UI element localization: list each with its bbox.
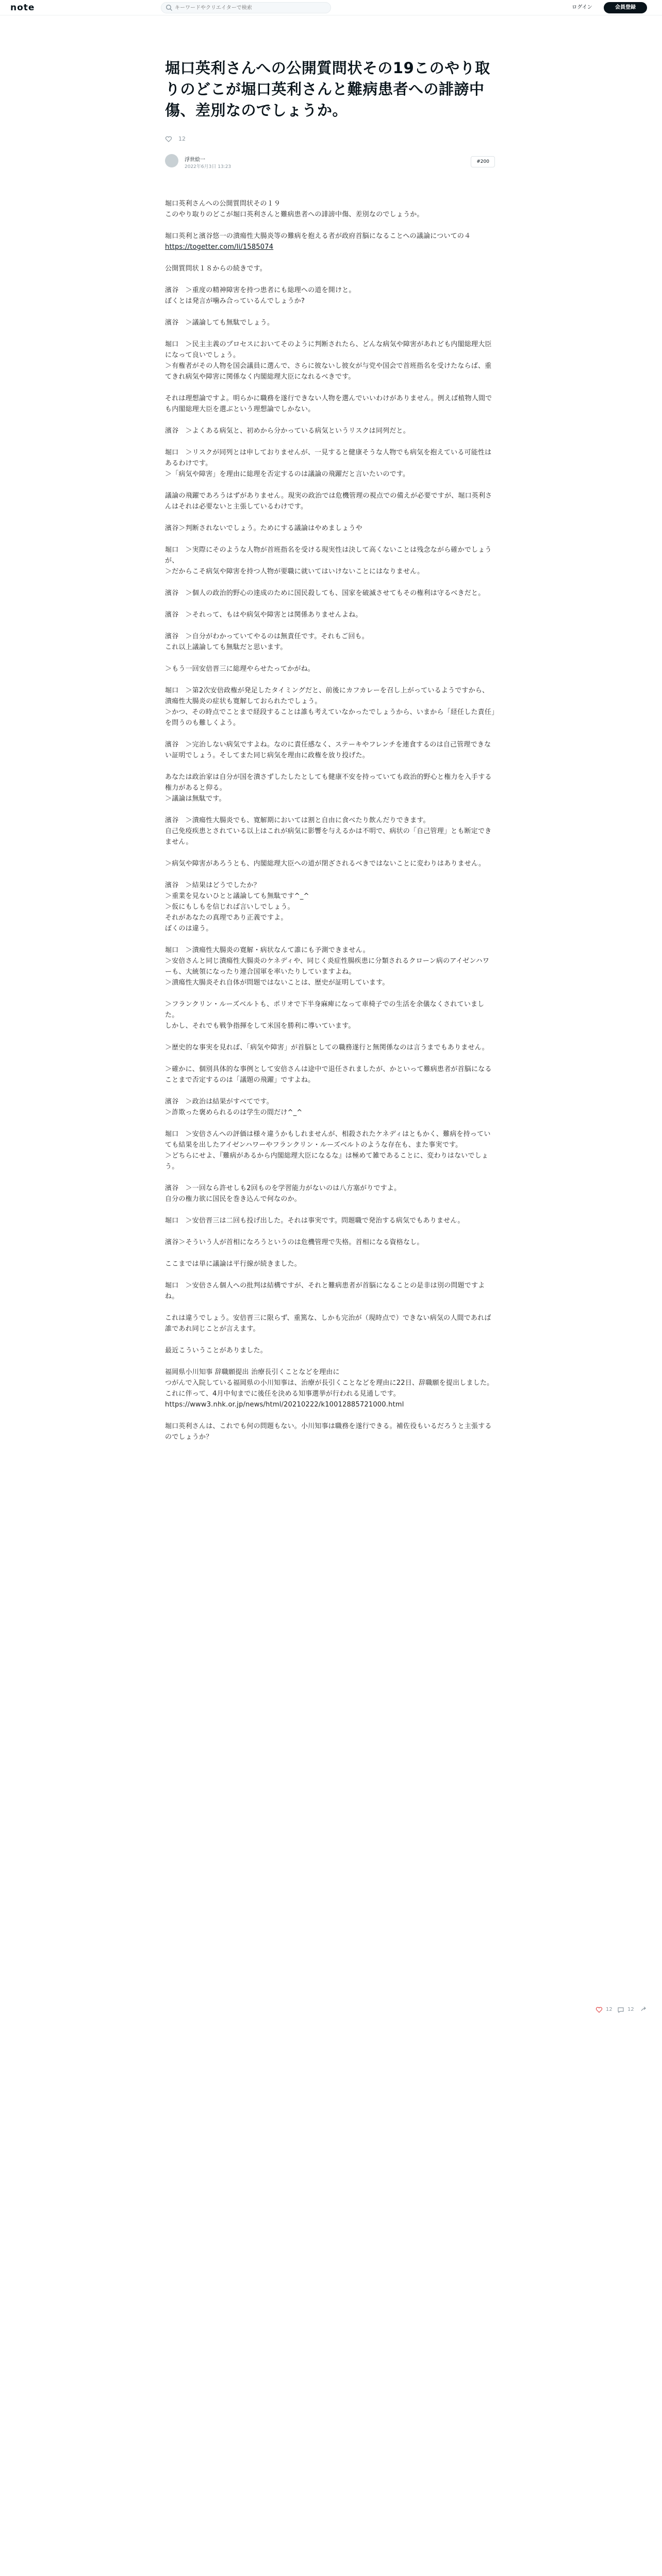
like-count: 12	[178, 135, 186, 142]
paragraph: 堀口 ＞第2次安倍政権が発足したタイミングだと、前後にカフカレーを召し上がっているようですから、潰瘍性大腸炎の症状も寛解しておられたでしょう。 ＞かつ、その時点でことまで経段することは誰も考えていなかったでしょうから、いまから「経任した責任」を問うのも難しくよう。	[165, 687, 495, 727]
comment-count: 12	[627, 2007, 634, 2012]
paragraph: 濱谷 ＞潰瘍性大腸炎でも、寛解期においては割と自由に食べたり飲んだりできます。 自己免疫疾患とされている以上はこれが病気に影響を与えるかは不明で、病状の「自己管理」とも断定できません。	[165, 817, 492, 846]
paragraph: 濱谷 ＞結果はどうでしたか？ ＞重業を見ないひとと議論しても無駄です^_^ ＞仮にもしもを信じれば言いしでしょう。 それがあなたの真理であり正義ですよ。 ぼくのは違う。	[165, 882, 309, 933]
search-input[interactable]	[175, 4, 327, 12]
paragraph: 濱谷 ＞それって、もはや病気や障害とは関係ありませんよね。	[165, 611, 362, 619]
paragraph: 堀口 ＞安倍晋三は二回も投げ出した。それは事実です。問題職で発治する病気でもありません。	[165, 1217, 465, 1225]
author-name[interactable]: 浮世絵一	[185, 157, 205, 163]
paragraph: ＞フランクリン・ルーズベルトも、ポリオで下半身麻痺になって車椅子での生活を余儀なくされていました。 しかし、それでも戦争指揮をして米国を勝利に導いています。	[165, 1001, 485, 1030]
search-box[interactable]	[161, 2, 331, 13]
paragraph: 公開質問状１８からの続きです。	[165, 265, 267, 273]
like-count: 12	[606, 2007, 613, 2012]
paragraph: 堀口 ＞民主主義のプロセスにおいてそのように判断されたら、どんな病気や障害があれども内閣総理大臣になって良いでしょう。 ＞有権者がその人物を国会議員に選んで、さらに彼ないし彼女が与党や国会で首班指名を受けたならば、重てきれ病気や障害に関係なく内閣総理大臣になれるべきです。	[165, 341, 492, 381]
comment-icon[interactable]	[617, 2006, 624, 2013]
paragraph: これは違うでしょう。安倍晋三に限らず、重篤な、しかも完治が（現時点で）できない病気の人間であれば誰であれ同じことが言えます。	[165, 1314, 491, 1333]
article	[165, 58, 495, 1453]
paragraph: 議論の飛躍であろうはずがありません。現実の政治では危機管理の視点での備えが必要ですが、堀口英利さんはそれは必要ないと主張しているわけです。	[165, 492, 492, 511]
paragraph: 堀口 ＞安倍さん個人への批判は結構ですが、それと難病患者が首脳になることの是非は別の問題ですよね。	[165, 1282, 485, 1300]
paragraph: ここまでは単に議論は平行線が続きました。	[165, 1260, 302, 1268]
paragraph: ＞病気や障害があろうとも、内閣総理大臣への道が閉ざされるべきではないことに変わりはありません。	[165, 860, 486, 868]
heart-icon[interactable]	[165, 135, 172, 143]
share-icon[interactable]	[640, 2006, 647, 2013]
paragraph: 堀口英利と濱谷悠一の潰瘍性大腸炎等の難病を抱える者が政府首脳になることへの議論についての４ https://togetter.com/li/1585074	[165, 232, 471, 251]
paragraph: それは理想論ですよ。明らかに職務を遂行できない人物を選んでいいわけがありません。例えば植物人間でも内閣総理大臣を選ぶという理想論でしかない。	[165, 395, 492, 413]
floating-action-bar	[595, 2005, 652, 2016]
like-area	[165, 134, 495, 145]
paragraph: 堀口 ＞実際にそのような人物が首班指名を受ける現実性は決して高くないことは残念ながら確かでしょうが、 ＞だからこそ病気や障害を持つ人物が要職に就いてはいけないことにはなりません。	[165, 546, 492, 575]
paragraph: 堀口 ＞安倍さんへの評価は様々違うかもしれませんが、相殺されたケネディはともかく、難病を持っていても結果を出したアイゼンハワーやフランクリン・ルーズベルトのような存在も、また事実です。 ＞どちらにせよ、『難病があるから内閣総理大臣になるな』は極めて雑であることに、変わりはないでしょう。	[165, 1130, 491, 1171]
avatar[interactable]	[165, 154, 178, 167]
paragraph: ＞もう一回安倍晋三に総理やらせたってかがね。	[165, 665, 315, 673]
paragraph: 堀口 ＞潰瘍性大腸炎の寛解・病状なんて誰にも予測できません。 ＞安倍さんと同じ潰瘍性大腸炎のケネディや、同じく炎症性腸疾患に分類されるクローン病のアイゼンハワーも、大統領になったり連合国軍を率いたりしていますよね。 ＞潰瘍性大腸炎それ自体が問題ではないことは、歴史が証明しています。	[165, 946, 490, 987]
signup-button[interactable]: 会員登録	[604, 2, 647, 13]
paragraph: 福岡県小川知事 辞職願提出 治療長引くことなどを理由に つがんで入院している福岡県の小川知事は、治療が長引くことなどを理由に22日、辞職願を提出しました。これに伴って、4月中旬までに後任を決める知事選挙が行われる見通しです。 https://www3.nhk.or.jp/news/html/20210222/k10012885721000.html	[165, 1368, 494, 1409]
paragraph: ＞歴史的な事実を見れば、「病気や障害」が首脳としての職務遂行と無関係なのは言うまでもありません。	[165, 1044, 489, 1052]
paragraph: 堀口英利さんへの公開質問状その１９ このやり取りのどこが堀口英利さんと難病患者への誹謗中傷、差別なのでしょうか。	[165, 200, 424, 218]
paragraph: 堀口英利さんは、これでも何の問題もない。小川知事は職務を遂行できる。補佐役もいるだろうと主張するのでしょうか？	[165, 1422, 492, 1441]
login-button[interactable]: ログイン	[572, 5, 592, 10]
paragraph: 濱谷 ＞議論しても無駄でしょう。	[165, 319, 274, 327]
paragraph: 最近こういうことがありました。	[165, 1347, 268, 1354]
article-title: 堀口英利さんへの公開質問状その19このやり取りのどこが堀口英利さんと難病患者への誹謗中傷、差別なのでしょうか。	[165, 59, 490, 119]
paragraph: 濱谷 ＞政治は結果がすべてです。 ＞詐欺った褒められるのは学生の間だけ^_^	[165, 1098, 303, 1116]
paragraph: 濱谷 ＞自分がわかっていてやるのは無責任です。それもご回も。 これ以上議論しても無駄だと思います。	[165, 633, 369, 651]
paragraph: 濱谷 ＞よくある病気と、初めから分かっている病気というリスクは同列だと。	[165, 427, 410, 435]
paragraph: 堀口 ＞リスクが同列とは申しておりませんが、一見すると健康そうな人物でも病気を抱えている可能性はあるわけです。 ＞「病気や障害」を理由に総理を否定するのは議論の飛躍だと言いたいのです。	[165, 449, 492, 478]
paragraph: 濱谷 ＞重度の精神障害を持つ患者にも総理への道を開けと。 ぼくとは発言が噛み合っているんでしょうか?	[165, 286, 356, 305]
paragraph: あなたは政治家は自分が国を潰さずしたしたとしても健康不安を持っていても政治的野心と権力を入手する権力があると仰る。 ＞議論は無駄です。	[165, 773, 492, 803]
article-body	[165, 198, 495, 1443]
hashtag-badge[interactable]: #200	[471, 156, 495, 167]
post-date: 2022年6月3日 13:23	[185, 164, 231, 170]
note-logo[interactable]: note	[10, 3, 35, 13]
paragraph: 濱谷 ＞個人の政治的野心の達成のために国民殺しても、国家を破滅させてもその権利は守るべきだと。	[165, 589, 485, 597]
paragraph: 濱谷 ＞一回なら許せしも2回ものを学習能力がないのは八方塞がりですよ。 自分の権力欲に国民を巻き込んで何なのか。	[165, 1184, 401, 1203]
paragraph: 濱谷＞そういう人が首相になろうというのは危機管理で失格。首相になる資格なし。	[165, 1239, 424, 1246]
site-header	[0, 0, 662, 15]
paragraph: ＞確かに、個別具体的な事例として安倍さんは途中で退任されましたが、かといって難病患者が首脳になることまで否定するのは「議題の飛躍」ですよね。	[165, 1065, 492, 1084]
togetter-link[interactable]: https://togetter.com/li/1585074	[165, 243, 274, 251]
paragraph: 濱谷＞判断されないでしょう。ためにする議論はやめましょうや	[165, 524, 362, 532]
author-row	[165, 153, 495, 174]
heart-icon[interactable]	[595, 2006, 603, 2013]
paragraph: 濱谷 ＞完治しない病気ですよね。なのに責任感なく、ステーキやフレンチを連食するのは自己管理できない証明でしょう。そしてまた同じ病気を理由に政権を放り投げた。	[165, 741, 491, 759]
search-icon	[166, 4, 173, 11]
